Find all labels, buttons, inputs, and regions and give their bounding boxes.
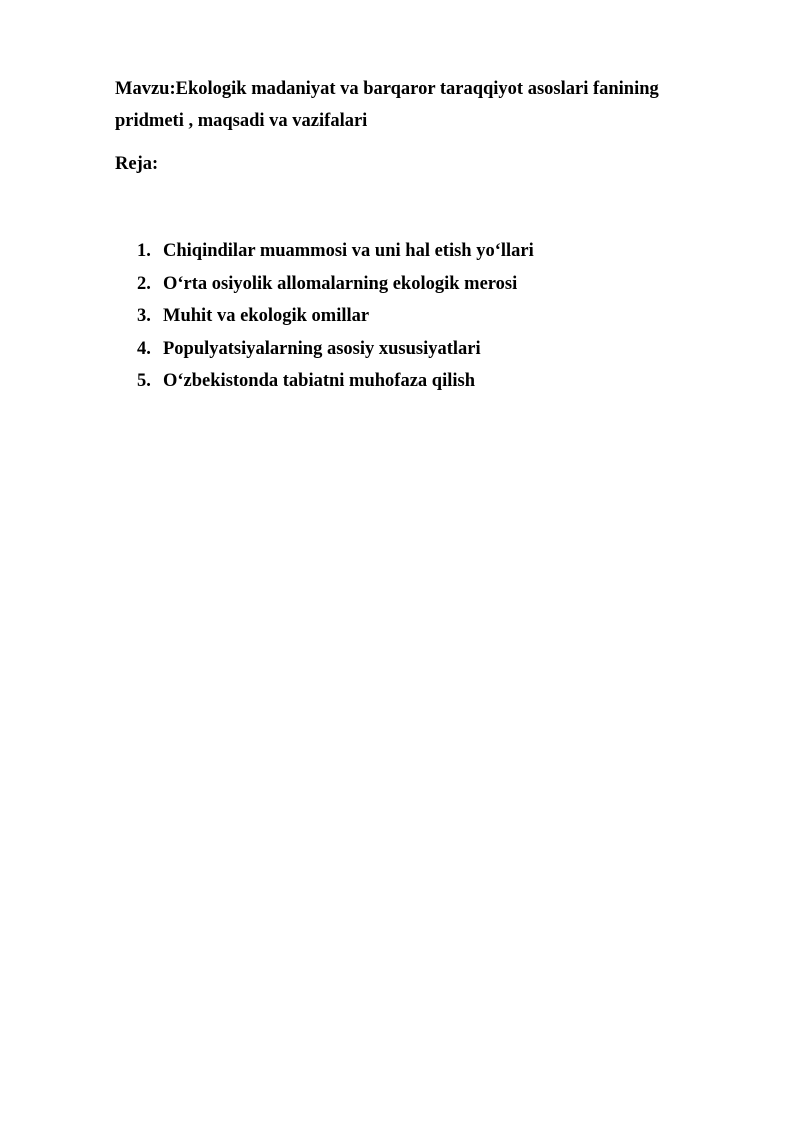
- list-item: [115, 333, 534, 366]
- list-item-text: Chiqindilar muammosi va uni hal etish yo‘llari: [163, 241, 534, 261]
- list-item: [115, 365, 534, 398]
- list-item: [115, 268, 534, 301]
- list-item-number: 4.: [137, 338, 151, 359]
- list-item-text: O‘zbekistonda tabiatni muhofaza qilish: [163, 371, 475, 391]
- list-item-number: 5.: [137, 371, 151, 391]
- plan-heading: Reja:: [115, 154, 159, 174]
- list-item-text: Muhit va ekologik omillar: [163, 306, 370, 326]
- list-item-text: O‘rta osiyolik allomalarning ekologik merosi: [163, 273, 518, 294]
- list-item-number: 1.: [137, 241, 151, 261]
- list-item: [115, 235, 534, 268]
- list-item-number: 2.: [137, 273, 151, 294]
- plan-list: [115, 235, 534, 398]
- topic-title: Mavzu:Ekologik madaniyat va barqaror taraqqiyot asoslari fanining pridmeti , maqsadi va vazifalari: [115, 79, 659, 131]
- list-item-number: 3.: [137, 306, 151, 326]
- list-item-text: Populyatsiyalarning asosiy xususiyatlari: [163, 338, 481, 359]
- list-item: [115, 300, 534, 333]
